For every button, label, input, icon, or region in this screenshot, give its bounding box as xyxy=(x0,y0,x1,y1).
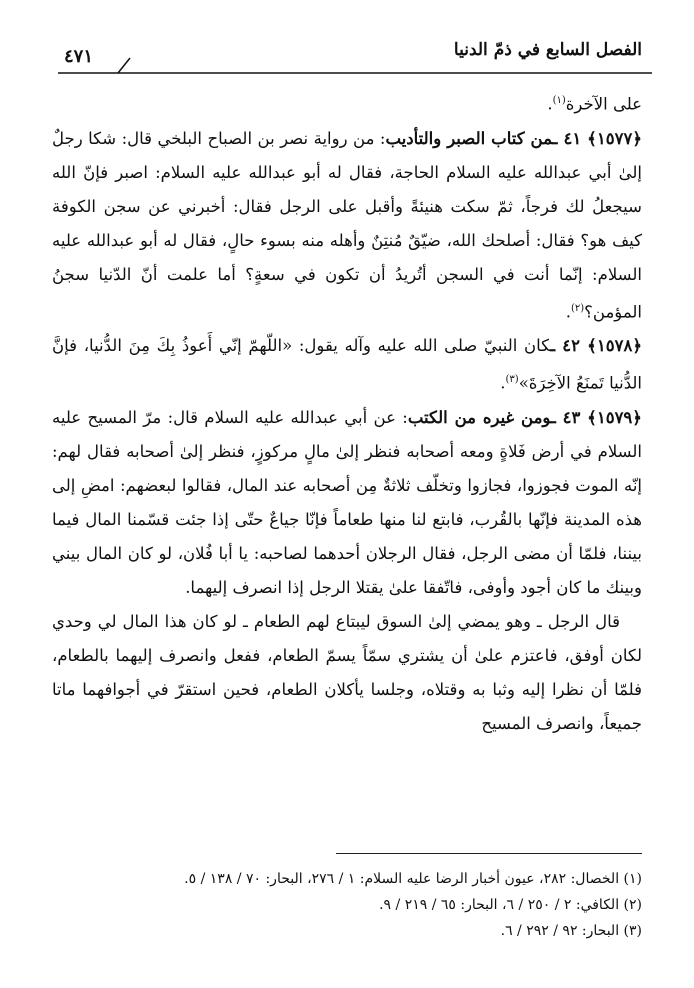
footnote-3: (٣) البحار: ٩٢ / ٢٩٢ / ٦. xyxy=(500,923,642,939)
hadith-1578: ﴿١٥٧٨﴾ ٤٢ ـكان النبيّ صلى الله عليه وآله يقول: «اللّهمّ إنّي أَعوذُ بِكَ مِنَ الدُّنيا، فإنَّ الدُّنيا تَمنَعُ الآخِرَةَ»$^{(٣)}$. xyxy=(52,336,642,393)
hadith-1579: ﴿١٥٧٩﴾ ٤٣ ـومن غيره من الكتب: عن أبي عبدالله عليه السلام قال: مرّ المسيح عليه السلام في أرض فَلاةٍ ومعه أصحابه فنظر إلىٰ مالٍ مركوزٍ، فنظر إلىٰ أصحابه فقال لهم: إنّه الموت فجوزوا، فجازوا وتخلّف ثلاثةٌ مِن أصحابه عند المال، فقالوا لبعضهم: امضِ إلى هذه المدينة فإنّها بالقُرب، فابتع لنا منها طعاماً فإنّا جياعٌ حتّى إذا جئت قسّمنا المال فيما بيننا، فلمّا أن مضى الرجل، فقال الرجلان أحدهما لصاحبه: يا أبا فُلان، لو كان المال بيني وبينك ما كان أجود وأوفى، فاتّفقا علىٰ يقتلا الرجل إذا انصرف إليهما. xyxy=(52,407,642,597)
paragraph-continuation: على الآخرة$^{(١)}$. xyxy=(547,94,642,114)
footnote-ref: (٣) xyxy=(505,374,519,385)
footnote-2: (٢) الكافي: ٢ / ٢٥٠ / ٦، البحار: ٦٥ / ٢١٩ / ٩. xyxy=(379,897,642,913)
hadith-number: ﴿١٥٧٧﴾ ٤١ ـ xyxy=(552,128,642,148)
footnote-ref: (١) xyxy=(552,95,566,106)
page-number: ٤٧١ xyxy=(64,46,94,67)
main-text xyxy=(52,84,642,741)
chapter-title: الفصل السابع في ذمّ الدنيا xyxy=(453,40,642,60)
hadith-1577: ﴿١٥٧٧﴾ ٤١ ـمن كتاب الصبر والتأديب: من رواية نصر بن الصباح البلخي قال: شكا رجلٌ إلىٰ أبي عبدالله عليه السلام الحاجة، فقال له أبو عبدالله عليه السلام: اصبر فإنّ الله سيجعلُ لك فرجاً، ثمّ سكت هنيئةً وأقبل على الرجل فقال: أخبرني عن سجن الكوفة كيف هو؟ فقال: أصلحك الله، ضيّقٌ مُنتِنٌ وأهله منه بسوء حالٍ، فقال له أبو عبدالله عليه السلام: إنّما أنت في السجن أتُريدُ أن تكون في سعةٍ؟ أما علمت أنّ الدّنيا سجنُ المؤمن؟$^{(٢)}$. xyxy=(52,128,642,321)
footnotes xyxy=(52,866,642,944)
header-rule xyxy=(58,56,652,74)
source-title: من كتاب الصبر والتأديب xyxy=(385,128,553,148)
source-title: ومن غيره من الكتب xyxy=(407,407,551,427)
hadith-number: ﴿١٥٧٩﴾ ٤٣ ـ xyxy=(550,407,642,427)
footnote-1: (١) الخصال: ٢٨٢، عيون أخبار الرضا عليه السلام: ١ / ٢٧٦، البحار: ٧٠ / ١٣٨ / ٥. xyxy=(184,871,642,887)
hadith-number: ﴿١٥٧٨﴾ ٤٢ ـ xyxy=(550,336,642,355)
footnote-ref: (٢) xyxy=(570,302,585,314)
footnote-rule xyxy=(336,853,642,854)
paragraph-last: قال الرجل ـ وهو يمضي إلىٰ السوق ليبتاع لهم الطعام ـ لو كان هذا المال لي وحدي لكان أوفق، فاعتزم علىٰ أن يشتري سمّاً يسمّ الطعام، ففعل وانصرف إليهما بالطعام، فلمّا أن نظرا إليه وثبا به وقتلاه، وجلسا يأكلان الطعام، فحين استقرّ في أجوافهما ماتا جميعاً، وانصرف المسيح xyxy=(52,611,642,733)
